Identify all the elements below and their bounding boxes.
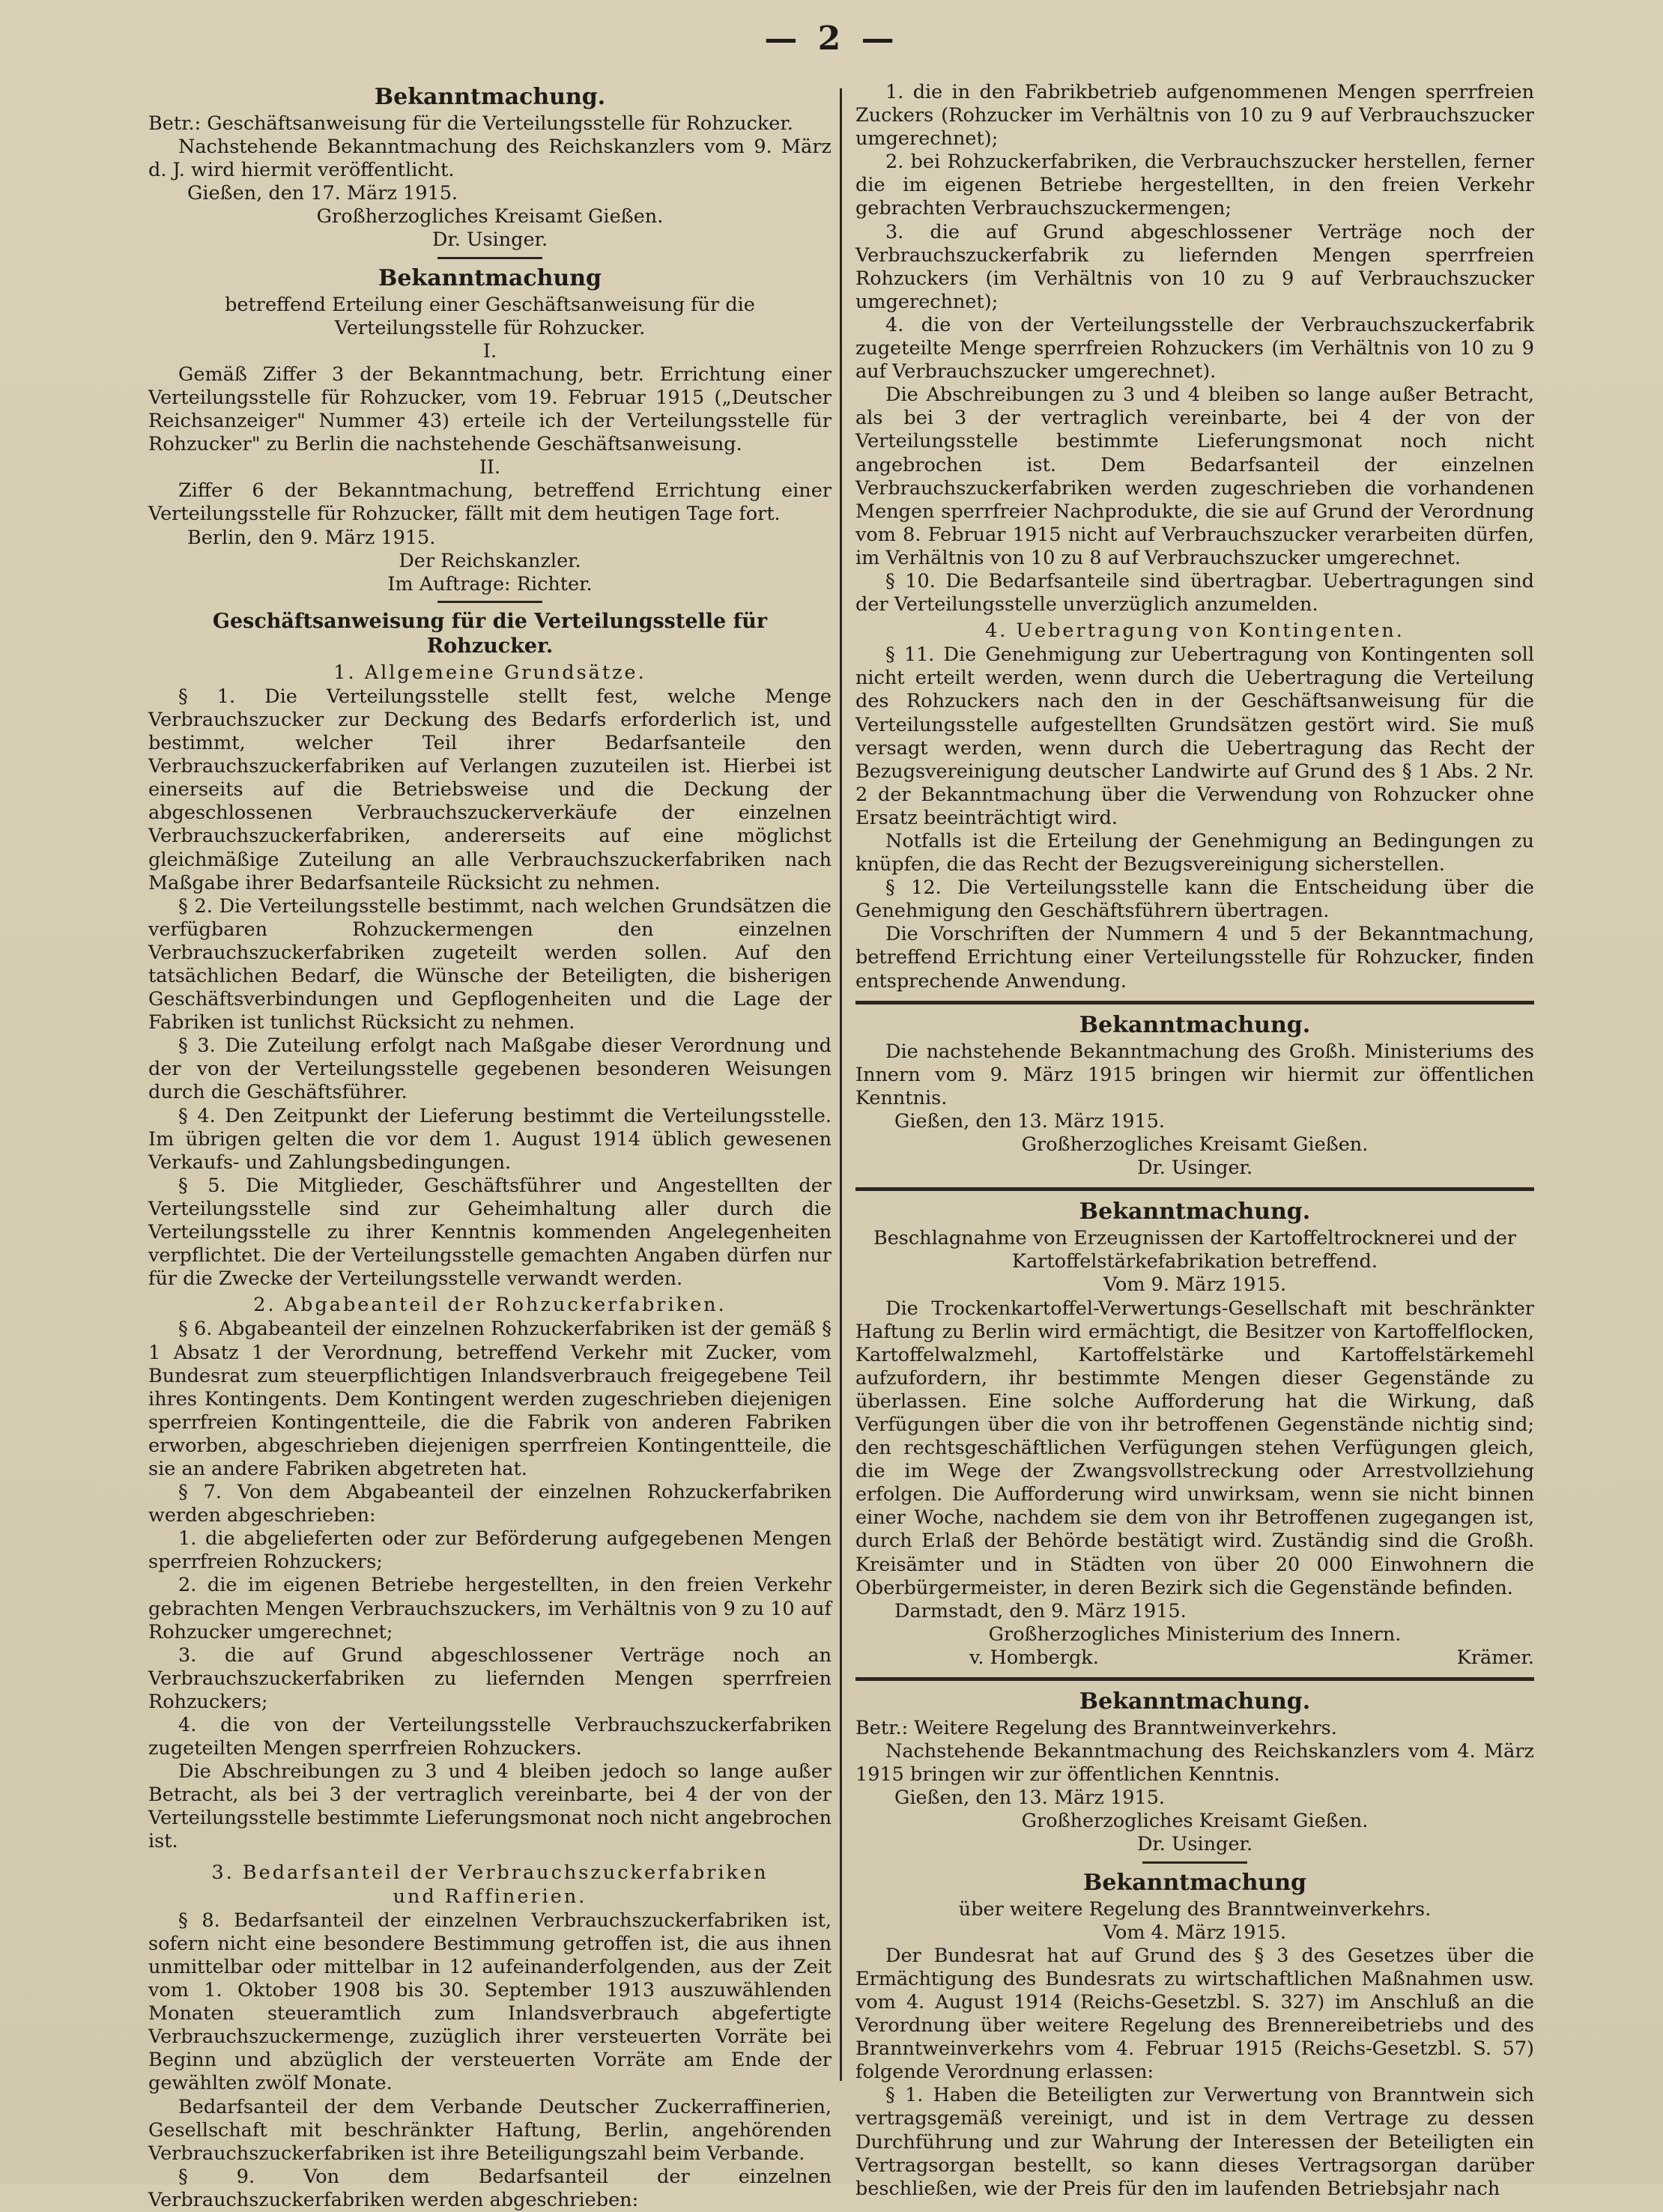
- notice-5-date: Gießen, den 13. März 1915.: [894, 1787, 1166, 1810]
- ga-para-8: § 8. Bedarfsanteil der einzelnen Verbrauchszuckerfabriken ist, sofern nicht eine besondere Bestimmung getroffen ist, die aus ihnen unmittelbar oder mittelbar in 12 aufeinanderfolgenden, aus der Zeit vom 1. Oktober 1908 bis 30. September 1913 auszuwählenden Monaten steueramtlich zum Inlandsverbrauch abgefertigte Verbrauchszuckermenge, zuzüglich ihrer versteuerten Vorräte bei Beginn und abzüglich der versteuerten Vorräte am Ende der gewählten zwölf Monate.: [148, 1909, 832, 2095]
- right-column: [855, 81, 1534, 2201]
- ga-title: Geschäftsanweisung für die Verteilungsstelle für Rohzucker.: [212, 609, 768, 658]
- notice-6: [855, 1870, 1534, 2201]
- notice-6-subtitle: über weitere Regelung des Branntweinverkehrs.: [958, 1897, 1432, 1921]
- ga-para-6: § 6. Abgabeanteil der einzelnen Rohzuckerfabriken ist der gemäß § 1 Absatz 1 der Verordnung, betreffend Verkehr mit Zucker, vom Bundesrat zum steuerpflichtigen Inlandsverbrauch freigegebene Teil ihres Kontingents. Dem Kontingent werden zugeschrieben diejenigen sperrfreien Kontingentteile, die die Fabrik von anderen Fabriken erworben, abgeschrieben diejenigen sperrfreien Kontingentteile, die sie an andere Fabriken abgetreten hat.: [148, 1318, 832, 1480]
- ga-cont-para-final: Die Vorschriften der Nummern 4 und 5 der Bekanntmachung, betreffend Errichtung einer Verteilungsstelle für Rohzucker, finden entsprechende Anwendung.: [855, 923, 1534, 993]
- notice-2: [148, 265, 832, 603]
- notice-6-date-line: Vom 4. März 1915.: [1103, 1921, 1287, 1944]
- notice-2-para-2: Ziffer 6 der Bekanntmachung, betreffend Errichtung einer Verteilungsstelle für Rohzucker, fällt mit dem heutigen Tage fort.: [148, 479, 832, 526]
- ga-section-4-heading: 4. Uebertragung von Kontingenten.: [985, 619, 1405, 643]
- ga-para-7b: Die Abschreibungen zu 3 und 4 bleiben jedoch so lange außer Betracht, als bei 3 der vertraglich vereinbarte, bei 4 der von der Verteilungsstelle bestimmte Lieferungsmonat noch nicht angebrochen ist.: [148, 1760, 832, 1853]
- notice-3-title: Bekanntmachung.: [1079, 1011, 1311, 1038]
- ga-item-4: 4. die von der Verteilungsstelle Verbrauchszuckerfabriken zugeteilten Mengen sperrfreien Rohzuckers.: [148, 1714, 832, 1760]
- ga-cont-item-4: 4. die von der Verteilungsstelle der Verbrauchszuckerfabrik zugeteilte Menge sperrfreien Rohzuckers (im Verhältnis von 10 zu 9 auf Verbrauchszucker umgerechnet).: [855, 313, 1534, 384]
- notice-2-date: Berlin, den 9. März 1915.: [187, 526, 436, 549]
- ga-cont-item-2: 2. bei Rohzuckerfabriken, die Verbrauchszucker herstellen, ferner die im eigenen Betriebe hergestellten, in den freien Verkehr gebrachten Verbrauchszuckermengen;: [855, 151, 1534, 220]
- notice-5: [855, 1688, 1534, 1864]
- notice-5-body: Nachstehende Bekanntmachung des Reichskanzlers vom 4. März 1915 bringen wir zur öffentlichen Kenntnis.: [855, 1740, 1534, 1787]
- ga-para-3: § 3. Die Zuteilung erfolgt nach Maßgabe dieser Verordnung und der von der Verteilungsstelle gegebenen besonderen Weisungen durch die Geschäftsführer.: [148, 1034, 832, 1104]
- divider-short: [437, 257, 542, 259]
- ga-section-1-heading: 1. Allgemeine Grundsätze.: [333, 661, 646, 684]
- notice-4-signer-right: Krämer.: [1456, 1646, 1534, 1669]
- ga-para-1: § 1. Die Verteilungsstelle stellt fest, welche Menge Verbrauchszucker zur Deckung des Bedarfs erforderlich ist, und bestimmt, welcher Teil ihrer Bedarfsanteile den Verbrauchszuckerfabriken auf Verlangen zuzuteilen ist. Hierbei ist einerseits auf die Betriebsweise und die Deckung der abgeschlossenen Verbrauchszuckerverkäufe der einzelnen Verbrauchszuckerfabriken, andererseits auf eine möglichst gleichmäßige Zuteilung an alle Verbrauchszuckerfabriken nach Maßgabe ihrer Bedarfsanteile Rücksicht zu nehmen.: [148, 685, 832, 894]
- notice-3-signer: Dr. Usinger.: [1136, 1157, 1253, 1180]
- ga-para-5: § 5. Die Mitglieder, Geschäftsführer und Angestellten der Verteilungsstelle sind zur Geheimhaltung aller durch die Verteilungsstelle zu ihrer Kenntnis kommenden Angelegenheiten verpflichtet. Die der Verteilungsstelle gemachten Angaben dürfen nur für die Zwecke der Verteilungsstelle verwandt werden.: [148, 1174, 832, 1291]
- ga-para-9: § 9. Von dem Bedarfsanteil der einzelnen Verbrauchszuckerfabriken werden abgeschrieben:: [148, 2165, 832, 2211]
- notice-5-title: Bekanntmachung.: [1079, 1688, 1311, 1715]
- notice-3-body: Die nachstehende Bekanntmachung des Großh. Ministeriums des Innern vom 9. März 1915 bringen wir hiermit zur öffentlichen Kenntnis.: [855, 1040, 1534, 1109]
- ga-para-2: § 2. Die Verteilungsstelle bestimmt, nach welchen Grundsätzen die verfügbaren Rohzuckermengen den einzelnen Verbrauchszuckerfabriken zugeteilt werden sollen. Auf den tatsächlichen Bedarf, die Wünsche der Beteiligten, die bisherigen Geschäftsverbindungen und Gepflogenheiten und die Lage der Fabriken ist tunlichst Rücksicht zu nehmen.: [148, 894, 832, 1034]
- notice-4-subtitle: Beschlagnahme von Erzeugnissen der Kartoffeltrocknerei und der Kartoffelstärkefabrikation betreffend.: [873, 1227, 1517, 1273]
- ga-section-2-heading: 2. Abgabeanteil der Rohzuckerfabriken.: [253, 1294, 727, 1317]
- notice-4-title: Bekanntmachung.: [1079, 1199, 1311, 1225]
- notice-5-signer: Dr. Usinger.: [1136, 1833, 1253, 1856]
- ga-item-3: 3. die auf Grund abgeschlossener Verträge noch an Verbrauchszuckerfabriken zu liefernden Mengen sperrfreien Rohzuckers;: [148, 1643, 832, 1713]
- notice-1-betr: Betr.: Geschäftsanweisung für die Verteilungsstelle für Rohzucker.: [148, 112, 793, 135]
- notice-4-place-date: Darmstadt, den 9. März 1915.: [894, 1599, 1187, 1622]
- notice-5-authority: Großherzogliches Kreisamt Gießen.: [1021, 1810, 1369, 1833]
- notice-3-authority: Großherzogliches Kreisamt Gießen.: [1021, 1133, 1369, 1157]
- divider-full: [855, 1187, 1534, 1191]
- notice-2-roman-1: I.: [482, 339, 497, 363]
- notice-1-date: Gießen, den 17. März 1915.: [187, 182, 458, 205]
- ga-cont-para-11b: Notfalls ist die Erteilung der Genehmigung an Bedingungen zu knüpfen, die das Recht der Bezugsvereinigung sicherstellen.: [855, 830, 1534, 876]
- page-number: — 2 —: [764, 19, 899, 58]
- ga-para-8b: Bedarfsanteil der dem Verbande Deutscher Zuckerraffinerien, Gesellschaft mit beschränkter Haftung, Berlin, angehörenden Verbrauchszuckerfabriken ist ihre Beteiligungszahl beim Verbande.: [148, 2095, 832, 2165]
- ga-cont-para-10: § 10. Die Bedarfsanteile sind übertragbar. Uebertragungen sind der Verteilungsstelle unverzüglich anzumelden.: [855, 569, 1534, 616]
- notice-1-body: Nachstehende Bekanntmachung des Reichskanzlers vom 9. März d. J. wird hiermit veröffentlicht.: [148, 136, 832, 182]
- ga-cont-para-5: Die Abschreibungen zu 3 und 4 bleiben so lange außer Betracht, als bei 3 der vertraglich vereinbarte, bei 4 der von der Verteilungsstelle bestimmte Lieferungsmonat noch nicht angebrochen ist. Dem Bedarfsanteil der einzelnen Verbrauchszuckerfabriken werden zugeschrieben die vorhandenen Mengen sperrfreier Nachprodukte, die sie auf Grund der Verordnung vom 8. Februar 1915 nicht auf Verbrauchszucker verarbeiten dürfen, im Verhältnis von 10 zu 8 auf Verbrauchszucker umgerechnet.: [855, 384, 1534, 569]
- ga-section-3-heading-a: 3. Bedarfsanteil der Verbrauchszuckerfabriken: [211, 1861, 769, 1884]
- notice-6-para-1: § 1. Haben die Beteiligten zur Verwertung von Branntwein sich vertragsgemäß vereinigt, und ist in dem Vertrage zu dessen Durchführung und zur Wahrung der Interessen der Beteiligten ein Vertragsorgan bestellt, so kann dieses Vertragsorgan darüber beschließen, wie der Preis für den im laufenden Betriebsjahr nach: [855, 2084, 1534, 2200]
- ga-cont-para-12: § 12. Die Verteilungsstelle kann die Entscheidung über die Genehmigung den Geschäftsführern übertragen.: [855, 876, 1534, 923]
- notice-4: [855, 1199, 1534, 1670]
- notice-1-title: Bekanntmachung.: [374, 84, 606, 110]
- notice-4-date-line: Vom 9. März 1915.: [1103, 1273, 1287, 1297]
- ga-cont-para-11: § 11. Die Genehmigung zur Uebertragung von Kontingenten soll nicht erteilt werden, wenn durch die Uebertragung die Verteilung des Rohzuckers nach den in der Geschäftsanweisung für die Verteilungsstelle aufgestellten Grundsätzen gestört wird. Sie muß versagt werden, wenn durch die Uebertragung das Recht der Bezugsvereinigung deutscher Landwirte auf Grund des § 1 Abs. 2 Nr. 2 der Bekanntmachung über die Verwendung von Rohzucker ohne Ersatz beeinträchtigt wird.: [855, 643, 1534, 829]
- ga-item-2: 2. die im eigenen Betriebe hergestellten, in den freien Verkehr gebrachten Mengen Verbrauchszuckers, im Verhältnis von 9 zu 10 auf Rohzucker umgerechnet;: [148, 1574, 832, 1643]
- divider-full: [855, 1677, 1534, 1681]
- notice-2-roman-2: II.: [479, 456, 501, 479]
- notice-6-title: Bekanntmachung: [1082, 1869, 1306, 1896]
- notice-2-subtitle: betreffend Erteilung einer Geschäftsanweisung für die Verteilungsstelle für Rohzucker.: [225, 293, 755, 339]
- notice-2-title: Bekanntmachung: [378, 264, 602, 291]
- divider-short: [437, 601, 542, 603]
- notice-2-para-1: Gemäß Ziffer 3 der Bekanntmachung, betr. Errichtung einer Verteilungsstelle für Rohzucker, vom 19. Februar 1915 („Deutscher Reichsanzeiger" Nummer 43) erteile ich der Verteilungsstelle für Rohzucker" zu Berlin die nachstehende Geschäftsanweisung.: [148, 363, 832, 456]
- notice-4-signer-left: v. Hombergk.: [969, 1646, 1099, 1669]
- notice-3: [855, 1012, 1534, 1181]
- ga-cont-item-1: 1. die in den Fabrikbetrieb aufgenommenen Mengen sperrfreien Zuckers (Rohzucker im Verhältnis von 10 zu 9 auf Verbrauchszucker umgerechnet);: [855, 81, 1534, 151]
- notice-6-body: Der Bundesrat hat auf Grund des § 3 des Gesetzes über die Ermächtigung des Bundesrats zu wirtschaftlichen Maßnahmen usw. vom 4. August 1914 (Reichs-Gesetzbl. S. 327) im Anschluß an die Verordnung über weitere Regelung des Brennereibetriebs und des Branntweinverkehrs vom 4. Februar 1915 (Reichs-Gesetzbl. S. 57) folgende Verordnung erlassen:: [855, 1944, 1534, 2084]
- divider-short: [1142, 1861, 1247, 1864]
- notice-2-signer: Im Auftrage: Richter.: [387, 572, 593, 596]
- left-column: [148, 81, 832, 2212]
- ga-para-4: § 4. Den Zeitpunkt der Lieferung bestimmt die Verteilungsstelle. Im übrigen gelten die vor dem 1. August 1914 üblich gewesenen Verkaufs- und Zahlungsbedingungen.: [148, 1104, 832, 1174]
- divider-full: [855, 1001, 1534, 1005]
- notice-1-signer: Dr. Usinger.: [431, 228, 548, 252]
- notice-4-signers: [855, 1646, 1534, 1670]
- notice-2-authority: Der Reichskanzler.: [399, 549, 581, 572]
- notice-3-date: Gießen, den 13. März 1915.: [894, 1109, 1166, 1133]
- notice-1-authority: Großherzogliches Kreisamt Gießen.: [316, 205, 664, 228]
- notice-4-authority: Großherzogliches Ministerium des Innern.: [988, 1622, 1402, 1646]
- notice-4-body: Die Trockenkartoffel-Verwertungs-Gesellschaft mit beschränkter Haftung zu Berlin wird ermächtigt, die Besitzer von Kartoffelflocken, Kartoffelwalzmehl, Kartoffelstärke und Kartoffelstärkemehl aufzufordern, ihr bestimmte Mengen dieser Gegenstände zu überlassen. Eine solche Aufforderung hat die Wirkung, daß Verfügungen über die von ihr betroffenen Gegenstände nichtig sind; den rechtsgeschäftlichen Verfügungen stehen Verfügungen gleich, die im Wege der Zwangsvollstreckung oder Arrestvollziehung erfolgen. Die Aufforderung wird unwirksam, wenn sie nicht binnen einer Woche, nachdem sie dem von ihr Betroffenen zugegangen ist, durch Erlaß der Behörde bestätigt wird. Zuständig sind die Großh. Kreisämter und in Städten von über 20 000 Einwohnern die Oberbürgermeister, in deren Bezirk sich die Gegenstände befinden.: [855, 1297, 1534, 1599]
- geschaeftsanweisung: [148, 609, 832, 2212]
- ga-para-7: § 7. Von dem Abgabeanteil der einzelnen Rohzuckerfabriken werden abgeschrieben:: [148, 1481, 832, 1527]
- ga-item-1: 1. die abgelieferten oder zur Beförderung aufgegebenen Mengen sperrfreien Rohzuckers;: [148, 1527, 832, 1574]
- notice-1: [148, 84, 832, 259]
- notice-5-betr: Betr.: Weitere Regelung des Branntweinverkehrs.: [855, 1717, 1337, 1739]
- column-divider: [840, 88, 842, 2081]
- ga-section-3-heading-b: und Raffinerien.: [393, 1885, 587, 1908]
- ga-cont-item-3: 3. die auf Grund abgeschlossener Verträge noch der Verbrauchszuckerfabrik zu liefernden Mengen sperrfreien Rohzuckers (im Verhältnis von 10 zu 9 auf Verbrauchszucker umgerechnet);: [855, 220, 1534, 313]
